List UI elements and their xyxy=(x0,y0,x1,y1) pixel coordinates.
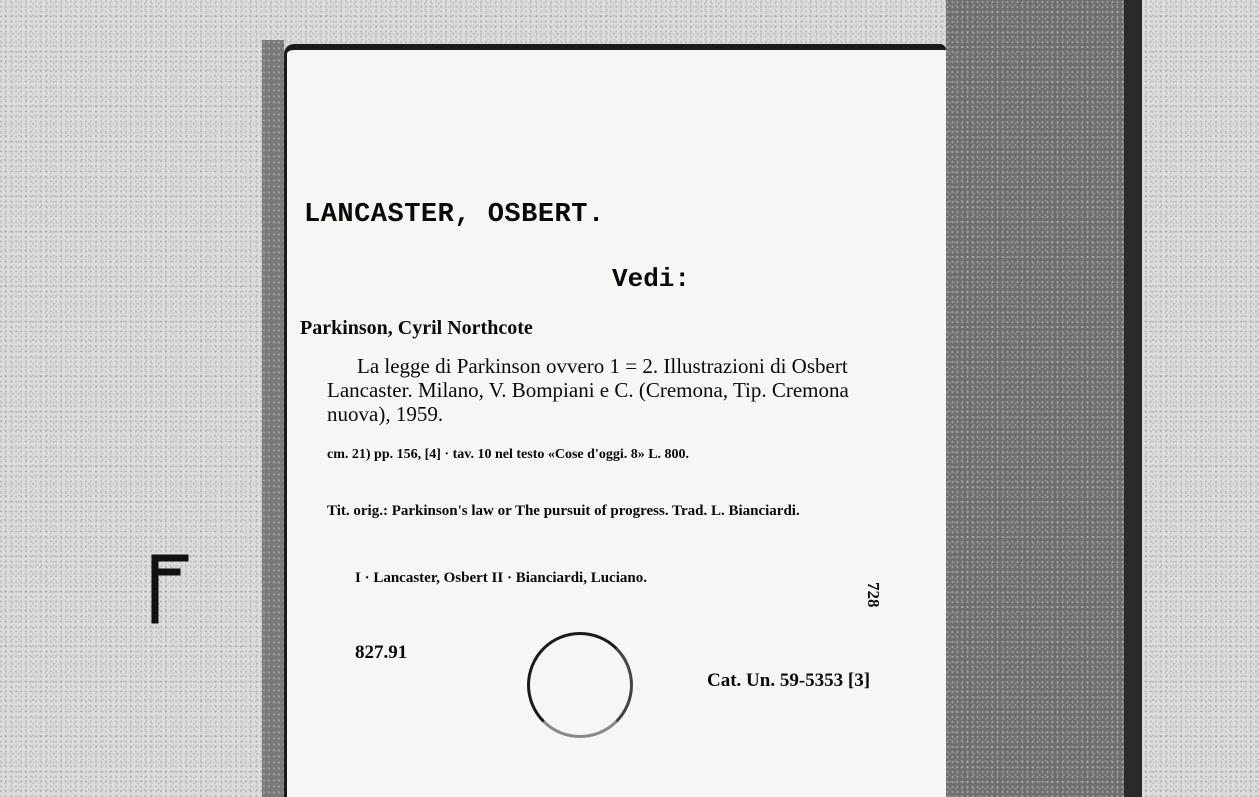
original-title-note: Tit. orig.: Parkinson's law or The pursuit of progress. Trad. L. Bianciardi. xyxy=(327,503,800,519)
collation-line: cm. 21) pp. 156, [4] · tav. 10 nel testo «Cose d'oggi. 8» L. 800. xyxy=(327,447,690,462)
card-left-shadow xyxy=(262,40,284,797)
scan-right-edge xyxy=(1124,0,1142,797)
class-number: 827.91 xyxy=(355,642,408,663)
margin-f-mark xyxy=(145,550,191,626)
card-right-strip xyxy=(946,0,1142,797)
side-number: 728 xyxy=(864,582,883,608)
card-punch-hole xyxy=(527,632,633,738)
title-description: La legge di Parkinson ovvero 1 = 2. Illustrazioni di Osbert Lancaster. Milano, V. Bompiani e C. (Cremona, Tip. Cremona nuova), 1959. xyxy=(327,354,849,426)
tracings-line: I · Lancaster, Osbert II · Bianciardi, Luciano. xyxy=(355,570,647,586)
catalog-card xyxy=(284,44,946,797)
catalog-reference: Cat. Un. 59-5353 [3] xyxy=(707,670,871,691)
card-heading: LANCASTER, OSBERT. xyxy=(304,200,605,230)
author-entry: Parkinson, Cyril Northcote xyxy=(300,317,533,339)
see-reference-label: Vedi: xyxy=(612,264,691,294)
